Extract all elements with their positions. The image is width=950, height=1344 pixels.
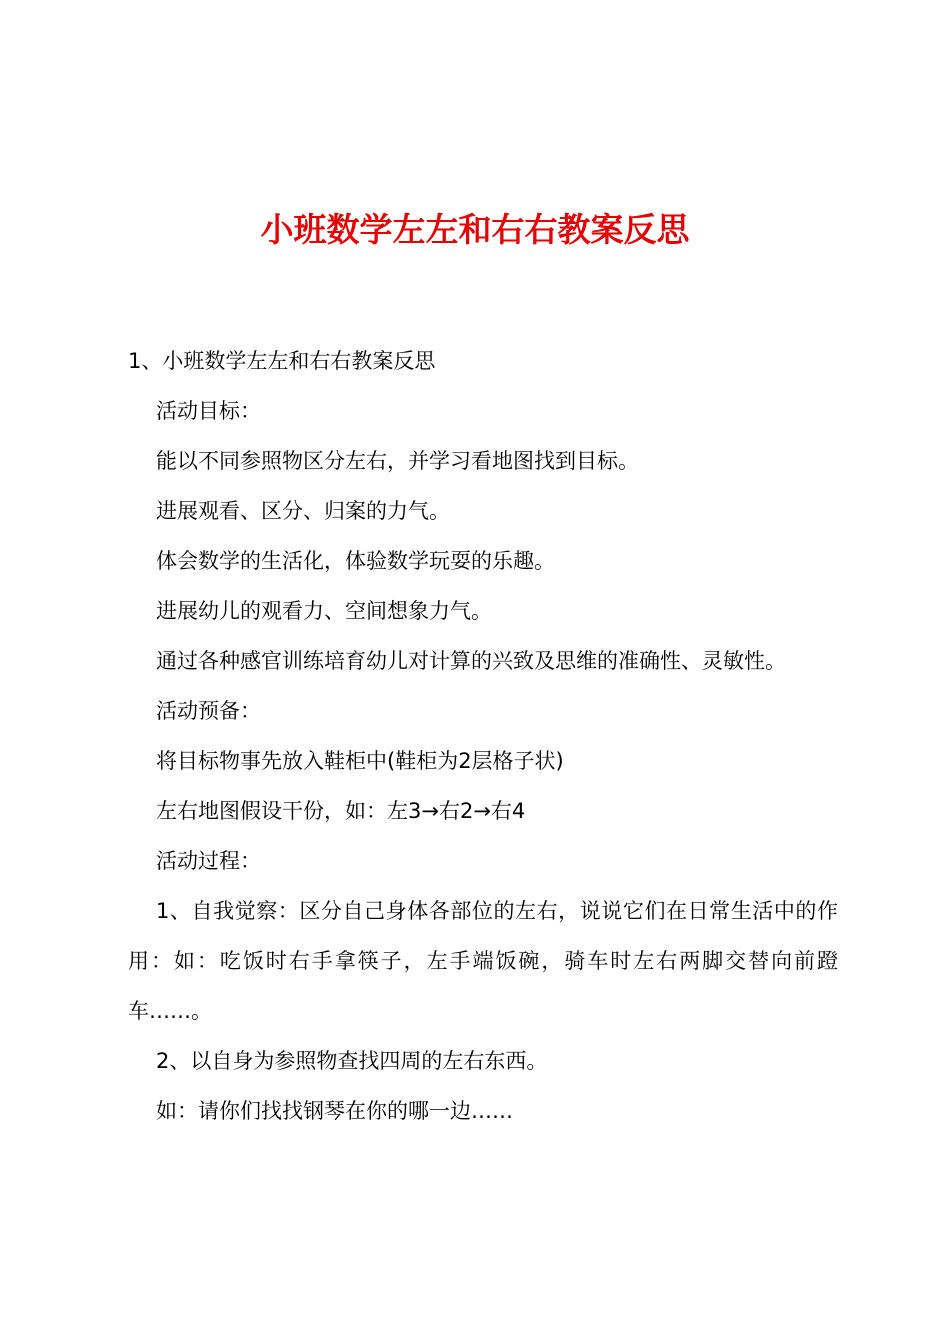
paragraph-process-label: 活动过程：	[156, 849, 261, 873]
paragraph-activity-goals-label: 活动目标：	[156, 399, 261, 423]
paragraph-goal-1: 能以不同参照物区分左右，并学习看地图找到目标。	[156, 449, 639, 473]
paragraph-preparation-label: 活动预备：	[156, 699, 261, 723]
paragraph-preparation-2: 左右地图假设干份，如：左3→右2→右4	[156, 799, 526, 823]
document-body	[128, 336, 838, 1136]
paragraph-preparation-1: 将目标物事先放入鞋柜中(鞋柜为2层格子状)	[156, 749, 564, 773]
paragraph-process-step-2: 2、以自身为参照物查找四周的左右东西。	[156, 1049, 548, 1073]
paragraph-goal-2: 进展观看、区分、归案的力气。	[156, 499, 450, 523]
paragraph-goal-4: 进展幼儿的观看力、空间想象力气。	[156, 599, 492, 623]
section-heading: 1、小班数学左左和右右教案反思	[128, 349, 436, 373]
paragraph-goal-5: 通过各种感官训练培育幼儿对计算的兴致及思维的准确性、灵敏性。	[156, 649, 786, 673]
paragraph-process-example: 如：请你们找找钢琴在你的哪一边……	[156, 1099, 513, 1123]
paragraph-goal-3: 体会数学的生活化，体验数学玩耍的乐趣。	[156, 549, 555, 573]
paragraph-process-step-1: 1、自我觉察：区分自己身体各部位的左右，说说它们在日常生活中的作用：如：吃饭时右手拿筷子，左手端饭碗，骑车时左右两脚交替向前蹬车……。	[128, 899, 838, 1023]
document-title: 小班数学左左和右右教案反思	[260, 210, 690, 249]
